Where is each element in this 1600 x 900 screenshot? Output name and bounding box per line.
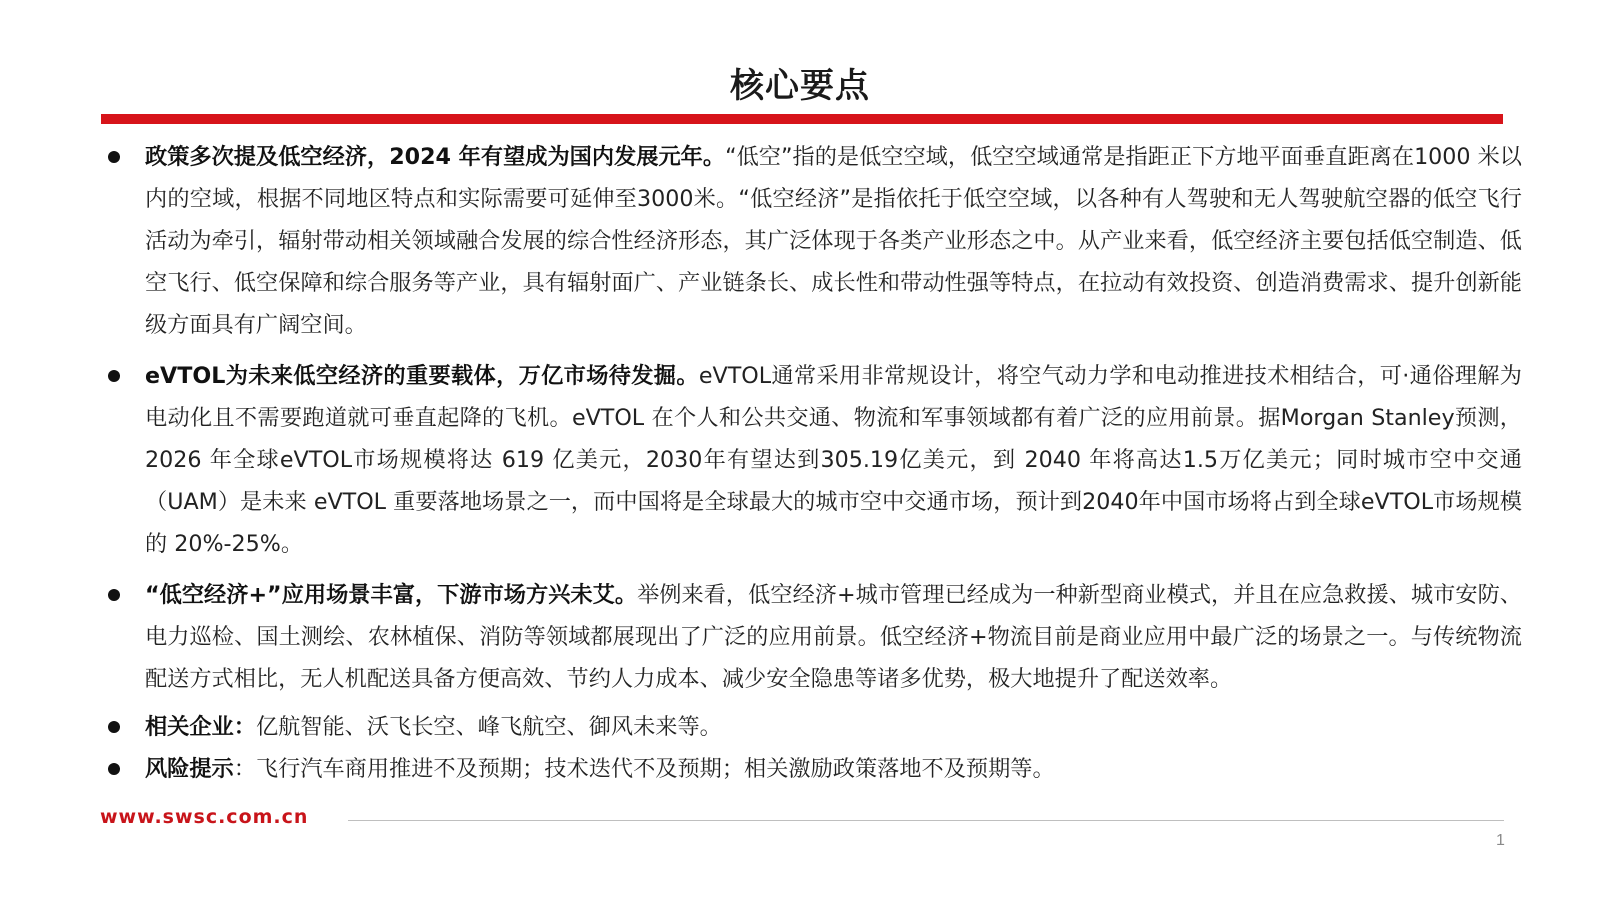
bullet-policy (102, 136, 1522, 346)
title-divider (101, 114, 1503, 124)
bullet-body: 亿航智能、沃飞长空、峰飞航空、御风未来等。 (255, 714, 722, 740)
bullet-heading: 相关企业： (145, 714, 256, 740)
bullet-heading: “低空经济+”应用场景丰富，下游市场方兴未艾。 (145, 582, 638, 608)
bullet-dot-icon (108, 370, 120, 382)
bullet-evtol (102, 355, 1522, 565)
bullet-dot-icon (108, 721, 120, 733)
page-number: 1 (1496, 832, 1505, 849)
bullet-related-companies (102, 706, 1522, 748)
bullet-heading: 风险提示 (145, 756, 234, 782)
page-title: 核心要点 (730, 66, 870, 106)
bullet-body: eVTOL通常采用非常规设计，将空气动力学和电动推进技术相结合，可·通俗理解为电动化且不需要跑道就可垂直起降的飞机。eVTOL 在个人和公共交通、物流和军事领域都有着广泛的应用前景。据Morgan Stanley预测，2026 年全球eVTOL市场规模将达 619 亿美元，2030年有望达到305.19亿美元，到 2040 年将高达1.5万亿美元；同时城市空中交通（UAM）是未来 eVTOL 重要落地场景之一，而中国将是全球最大的城市空中交通市场，预计到2040年中国市场将占到全球eVTOL市场规模的 20%-25%。 (145, 363, 1522, 557)
key-points-list (102, 136, 1522, 790)
bullet-body: ：飞行汽车商用推进不及预期；技术迭代不及预期；相关激励政策落地不及预期等。 (233, 756, 1055, 782)
bullet-body: 举例来看，低空经济+城市管理已经成为一种新型商业模式，并且在应急救援、城市安防、电力巡检、国土测绘、农林植保、消防等领域都展现出了广泛的应用前景。低空经济+物流目前是商业应用中最广泛的场景之一。与传统物流配送方式相比，无人机配送具备方便高效、节约人力成本、减少安全隐患等诸多优势，极大地提升了配送效率。 (145, 582, 1522, 692)
bullet-heading: eVTOL为未来低空经济的重要载体，万亿市场待发掘。 (145, 363, 699, 389)
bullet-applications (102, 574, 1522, 700)
footer-divider (348, 820, 1504, 821)
bullet-heading: 政策多次提及低空经济，2024 年有望成为国内发展元年。 (145, 144, 726, 170)
bullet-risk-warning (102, 748, 1522, 790)
footer-website-link[interactable]: www.swsc.com.cn (100, 806, 309, 828)
bullet-dot-icon (108, 763, 120, 775)
bullet-dot-icon (108, 151, 120, 163)
bullet-dot-icon (108, 589, 120, 601)
bullet-body: “低空”指的是低空空域，低空空域通常是指距正下方地平面垂直距离在1000 米以内的空域，根据不同地区特点和实际需要可延伸至3000米。“低空经济”是指依托于低空空域，以各种有人驾驶和无人驾驶航空器的低空飞行活动为牵引，辐射带动相关领域融合发展的综合性经济形态，其广泛体现于各类产业形态之中。从产业来看，低空经济主要包括低空制造、低空飞行、低空保障和综合服务等产业，具有辐射面广、产业链条长、成长性和带动性强等特点，在拉动有效投资、创造消费需求、提升创新能级方面具有广阔空间。 (145, 144, 1522, 338)
